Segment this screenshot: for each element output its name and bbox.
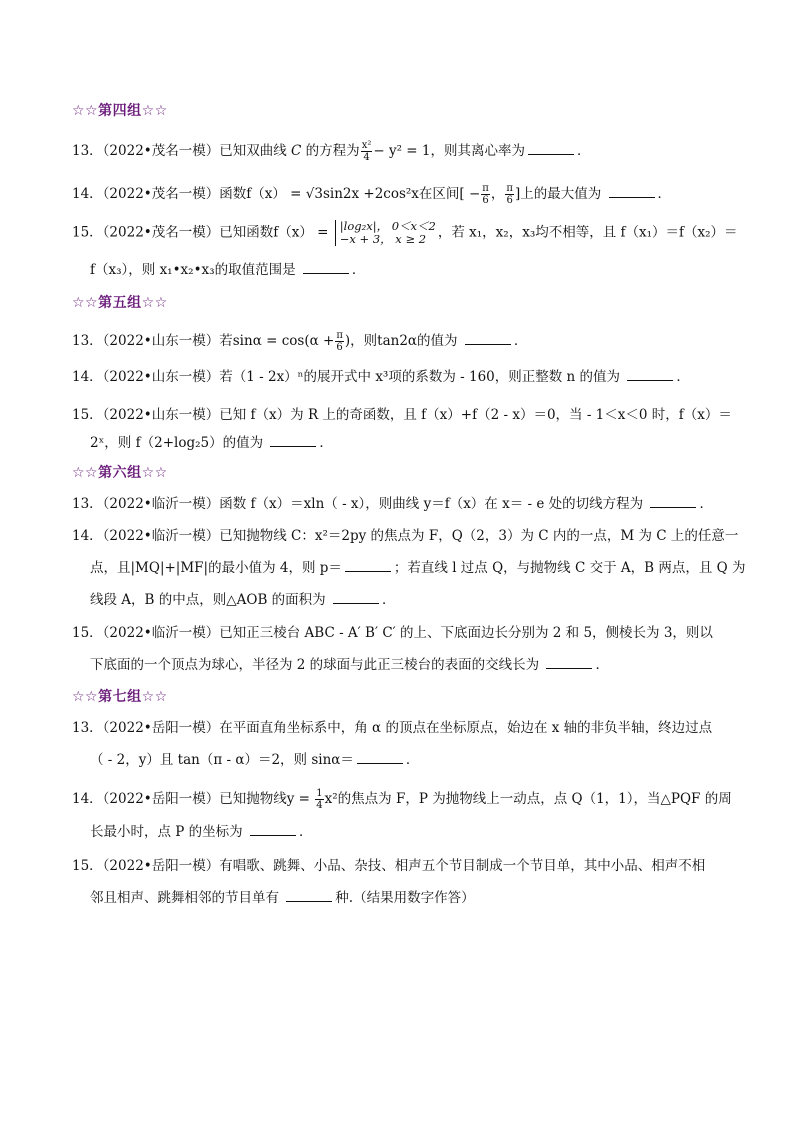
answer-blank[interactable] (650, 495, 696, 508)
problem-7-15-line2: 邻且相声、跳舞相邻的节目单有 种.（结果用数字作答） (90, 890, 475, 906)
group-heading-7: ☆☆第七组☆☆ (72, 689, 168, 705)
answer-blank[interactable] (333, 591, 379, 604)
problem-7-14: 14．（2022•岳阳一模）已知抛物线y = $\frac{1}{4}$ x²的焦点为 F，P 为抛物线上一动点，点 Q（1，1），当△PQF 的周 (72, 788, 732, 811)
answer-blank[interactable] (345, 559, 391, 572)
group-heading-5: ☆☆第五组☆☆ (72, 295, 168, 311)
problem-6-13: 13．（2022•临沂一模）函数 f（x）＝xln（ - x），则曲线 y＝f（x）在 x＝ - e 处的切线方程为 ． (72, 496, 713, 512)
fraction: $\frac{1}{4}$ (316, 788, 323, 811)
group-heading-4: ☆☆第四组☆☆ (72, 103, 168, 119)
problem-5-13: 13．（2022•山东一模）若sinα = cos(α + $\frac{\pi}{6}$ )，则tan2α的值为 ． (72, 330, 528, 353)
problem-6-14-line2: 点，且|MQ|+|MF|的最小值为 4，则 p＝ ；若直线 l 过点 Q，与抛物线 C 交于 A，B 两点，且 Q 为 (90, 560, 746, 576)
problem-5-14: 14．（2022•山东一模）若（1 - 2x）ⁿ的展开式中 x³项的系数为 - 160，则正整数 n 的值为 ． (72, 369, 690, 385)
fraction: $\frac{\pi}{6}$ (506, 183, 513, 206)
group-heading-6: ☆☆第六组☆☆ (72, 465, 168, 481)
fraction: $\frac{\pi}{6}$ (336, 330, 343, 353)
problem-4-15: 15．（2022•茂名一模）已知函数f（x） = |log₂x|， 0＜x＜2 −x + 3， x ≥ 2 ，若 x₁，x₂，x₃均不相等，且 f（x₁）＝f（x₂）＝ (72, 219, 738, 246)
answer-blank[interactable] (286, 889, 332, 902)
fraction: $\frac{\pi}{6}$ (482, 183, 489, 206)
problem-7-15: 15．（2022•岳阳一模）有唱歌、跳舞、小品、杂技、相声五个节目制成一个节目单，其中小品、相声不相 (72, 858, 706, 874)
problem-6-14: 14．（2022•临沂一模）已知抛物线 C：x²＝2py 的焦点为 F，Q（2，3）为 C 内的一点，M 为 C 上的任意一 (72, 528, 739, 544)
answer-blank[interactable] (627, 368, 673, 381)
answer-blank[interactable] (528, 142, 574, 155)
problem-4-13: 13．（2022•茂名一模）已知双曲线 C 的方程为 $\frac{\text{x²}}{4}$ − y² = 1，则其离心率为 ． (72, 140, 591, 163)
problem-6-15: 15．（2022•临沂一模）已知正三棱台 ABC - A′ B′ C′ 的上、下底面边长分别为 2 和 5，侧棱长为 3，则以 (72, 625, 713, 641)
fraction: $\frac{\text{x²}}{4}$ (361, 140, 372, 163)
piecewise-function: |log₂x|， 0＜x＜2 −x + 3， x ≥ 2 (335, 220, 436, 246)
problem-7-14-line2: 长最小时，点 P 的坐标为 ． (90, 824, 313, 840)
problem-7-13-line2: （ - 2，y）且 tan（π - α）＝2，则 sinα＝ ． (90, 752, 420, 768)
answer-blank[interactable] (465, 332, 511, 345)
answer-blank[interactable] (546, 656, 592, 669)
answer-blank[interactable] (270, 434, 316, 447)
problem-6-15-line2: 下底面的一个顶点为球心，半径为 2 的球面与此正三棱台的表面的交线长为 ． (90, 657, 609, 673)
answer-blank[interactable] (609, 185, 655, 198)
problem-7-13: 13．（2022•岳阳一模）在平面直角坐标系中，角 α 的顶点在坐标原点，始边在 x 轴的非负半轴，终边过点 (72, 720, 713, 736)
answer-blank[interactable] (303, 261, 349, 274)
problem-5-15: 15．（2022•山东一模）已知 f（x）为 R 上的奇函数，且 f（x）+f（2 - x）＝0，当 - 1＜x＜0 时，f（x）＝ (72, 407, 732, 423)
problem-5-15-line2: 2ˣ，则 f（2+log₂5）的值为 ． (90, 435, 333, 451)
problem-4-14: 14．（2022•茂名一模）函数f（x） = √3sin2x +2cos²x在区间[ − $\frac{\pi}{6}$ ， $\frac{\pi}{6}$ ]上的最大值为 ． (72, 183, 672, 206)
problem-4-15-line2: f（x₃），则 x₁•x₂•x₃的取值范围是 ． (90, 262, 366, 278)
problem-6-14-line3: 线段 A，B 的中点，则△AOB 的面积为 ． (90, 592, 396, 608)
answer-blank[interactable] (250, 823, 296, 836)
answer-blank[interactable] (357, 751, 403, 764)
